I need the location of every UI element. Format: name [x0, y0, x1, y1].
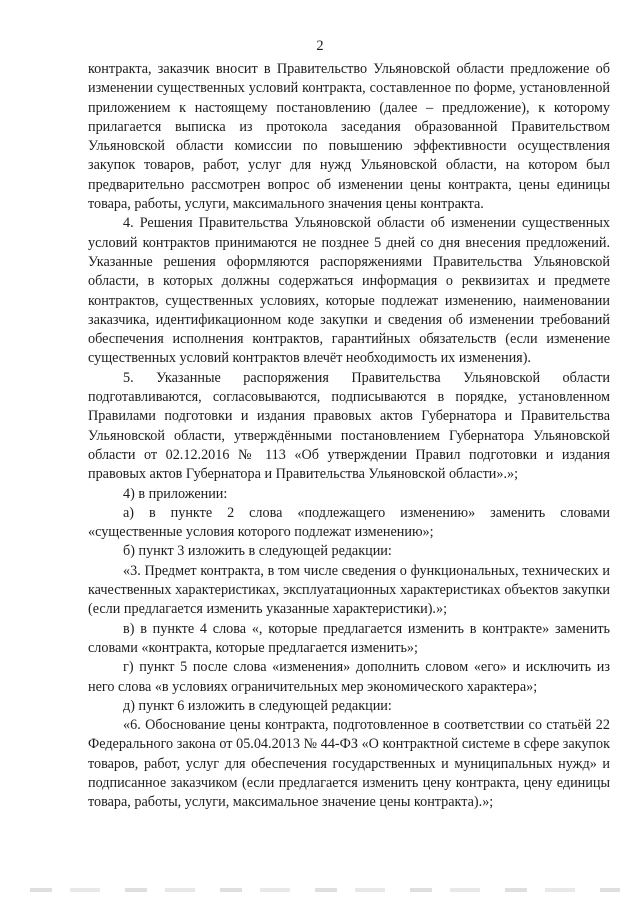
paragraph-subitem-v: в) в пункте 4 слова «, которые предлагается изменить в контракте» заменить словами «контракта, которые предлагается изменить»; — [88, 620, 610, 656]
paragraph-continuation: контракта, заказчик вносит в Правительство Ульяновской области предложение об изменении существенных условий контракта, составленное по форме, установленной приложением к настоящему постановлению (далее – предложение), к которому прилагается выписка из протокола заседания образованной Правительством Ульяновской области комиссии по повышению эффективности осуществления закупок товаров, работ, услуг для нужд Ульяновской области, на котором был предварительно рассмотрен вопрос об изменении цены контракта, цены единицы товара, работы, услуги, максимального значения цены контракта. — [88, 61, 610, 213]
paragraph-item-4: 4. Решения Правительства Ульяновской области об изменении существенных условий контрактов принимаются не позднее 5 дней со дня внесения предложений. Указанные решения оформляются распоряжениями Правительства Ульяновской области, в которых должны содержаться информация о реквизитах и предмете контрактов, существенных условиях, которые подлежат изменению, наименовании заказчика, идентификационном коде закупки и сведения об изменении требований обеспечения исполнения контрактов, гарантийных обязательств (если изменение существенных условий контрактов влечёт необходимость их изменения). — [88, 215, 610, 367]
paragraph-subitem-b: б) пункт 3 изложить в следующей редакции: — [123, 543, 392, 560]
paragraph-point-3-text: «3. Предмет контракта, в том числе сведения о функциональных, технических и качественных характеристиках, эксплуатационных характеристиках объектов закупки (если предлагается изменить указанные характеристики).»; — [88, 562, 610, 618]
page-number: 2 — [316, 38, 324, 54]
paragraph-subitem-a: а) в пункте 2 слова «подлежащего изменению» заменить словами «существенные условия которого подлежат изменению»; — [88, 504, 610, 541]
paragraph-point-6-text: «6. Обоснование цены контракта, подготовленное в соответствии со статьёй 22 Федерального закона от 05.04.2013 № 44-ФЗ «О контрактной системе в сфере закупок товаров, работ, услуг для обеспечения государственных и муниципальных нужд» и подписанное заказчиком (если предлагается изменить цену контракта, цену единицы товара, работы, услуги, максимальное значение цены контракта).»; — [88, 717, 610, 811]
paragraph-appendix-intro: 4) в приложении: — [123, 485, 228, 502]
paragraph-subitem-d: д) пункт 6 изложить в следующей редакции: — [123, 697, 392, 714]
paragraph-subitem-g: г) пункт 5 после слова «изменения» дополнить словом «его» и исключить из него слова «в условиях ограничительных мер экономического характера»; — [88, 659, 610, 695]
paragraph-item-5: 5. Указанные распоряжения Правительства Ульяновской области подготавливаются, согласовываются, подписываются в порядке, установленном Правилами подготовки и издания правовых актов Губернатора и Правительства Ульяновской области, утверждёнными постановлением Губернатора Ульяновской области от 02.12.2016 № 113 «Об утверждении Правил подготовки и издания правовых актов Губернатора и Правительства Ульяновской области».»; — [88, 369, 610, 483]
document-body — [88, 60, 610, 813]
scan-bottom-edge — [30, 888, 620, 892]
